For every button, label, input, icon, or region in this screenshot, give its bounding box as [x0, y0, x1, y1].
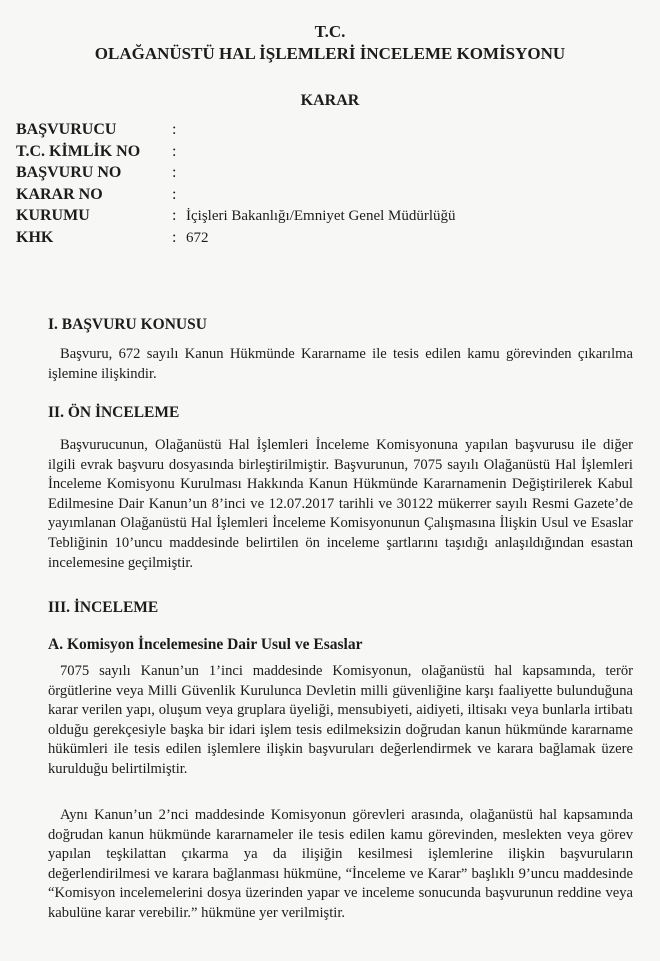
field-value: 672 [186, 229, 209, 246]
field-colon: : [172, 207, 177, 224]
subsection-title-usul-esaslar: A. Komisyon İncelemesine Dair Usul ve Esaslar [48, 636, 363, 653]
field-label: KHK [16, 228, 54, 246]
field-row-basvuru-no [16, 164, 616, 186]
header-commission: OLAĞANÜSTÜ HAL İŞLEMLERİ İNCELEME KOMİSYONU [94, 44, 566, 63]
field-row-tc-kimlik-no [16, 143, 616, 165]
field-value: İçişleri Bakanlığı/Emniyet Genel Müdürlüğü [186, 208, 456, 224]
section-title-on-inceleme: II. ÖN İNCELEME [48, 404, 180, 421]
header-karar: KARAR [300, 92, 360, 109]
field-label: T.C. KİMLİK NO [16, 142, 141, 160]
field-colon: : [172, 121, 177, 138]
field-colon: : [172, 142, 177, 160]
field-label: BAŞVURUCU [16, 121, 117, 138]
info-fields [16, 121, 616, 250]
field-row-basvurucu [16, 121, 616, 143]
paragraph-basvuru-konusu: Başvuru, 672 sayılı Kanun Hükmünde Kararname ile tesis edilen kamu görevinden çıkarılma işlemine ilişkindir. [48, 346, 633, 382]
section-title-basvuru-konusu: I. BAŞVURU KONUSU [48, 316, 207, 333]
field-colon: : [172, 185, 177, 203]
field-row-khk [16, 229, 616, 251]
paragraph-usul-esaslar-1: 7075 sayılı Kanun’un 1’inci maddesinde Komisyonun, olağanüstü hal kapsamında, terör örgütlerine veya Milli Güvenlik Kurulunca Devletin milli güvenliğine karşı faaliyette bulunduğuna karar verilen yapı, oluşum veya gruplara üyeliği, mensubiyeti, aidiyeti, iltisakı veya bunlarla irtibatı olduğu gerekçesiyle başka bir idari işlem tesis edilmeksizin doğrudan kanun hükmünde kararname hükümleri ile tesis edilen işlemlere ilişkin başvuruları değerlendirmek ve karara bağlamak üzere kurulduğu belirtilmiştir. [48, 663, 633, 777]
paragraph-on-inceleme: Başvurucunun, Olağanüstü Hal İşlemleri İnceleme Komisyonuna yapılan başvurusu ile diğer ilgili evrak başvuru dosyasında birleştirilmiştir. Başvurunun, 7075 sayılı Olağanüstü Hal İşlemleri İnceleme Komisyonu Kurulması Hakkında Kanun Hükmünde Kararnamenin Değiştirilerek Kabul Edilmesine Dair Kanun’un 8’inci ve 12.07.2017 tarihli ve 30122 mükerrer sayılı Resmi Gazete’de yayımlanan Olağanüstü Hal İşlemleri İnceleme Komisyonunun Çalışmasına İlişkin Usul ve Esaslar Tebliğinin 10’uncu maddesinde belirtilen ön inceleme şartlarını taşıdığı anlaşıldığından esastan incelemesine geçilmiştir. [48, 437, 633, 571]
field-label: KARAR NO [16, 185, 103, 203]
field-colon: : [172, 228, 177, 246]
header-tc: T.C. [314, 22, 346, 41]
field-label: KURUMU [16, 207, 90, 224]
field-row-karar-no [16, 186, 616, 208]
field-row-kurumu [16, 207, 616, 229]
paragraph-usul-esaslar-2: Aynı Kanun’un 2’nci maddesinde Komisyonun görevleri arasında, olağanüstü hal kapsamında doğrudan kanun hükmünde kararnameler ile tesis edilen kamu görevinden, meslekten veya görev yapılan teşkilattan çıkarma ya da ilişiğin kesilmesi işlemlerine ilişkin başvuruların değerlendirilmesi ve karara bağlanması hükmüne, “İnceleme ve Karar” başlıklı 9’uncu maddesinde “Komisyon incelemelerini dosya üzerinden yapar ve inceleme sonucunda başvurunun reddine veya kabulüne karar verebilir.” hükmüne yer verilmiştir. [48, 807, 633, 921]
section-title-inceleme: III. İNCELEME [48, 599, 159, 616]
field-colon: : [172, 164, 177, 181]
field-label: BAŞVURU NO [16, 164, 122, 181]
